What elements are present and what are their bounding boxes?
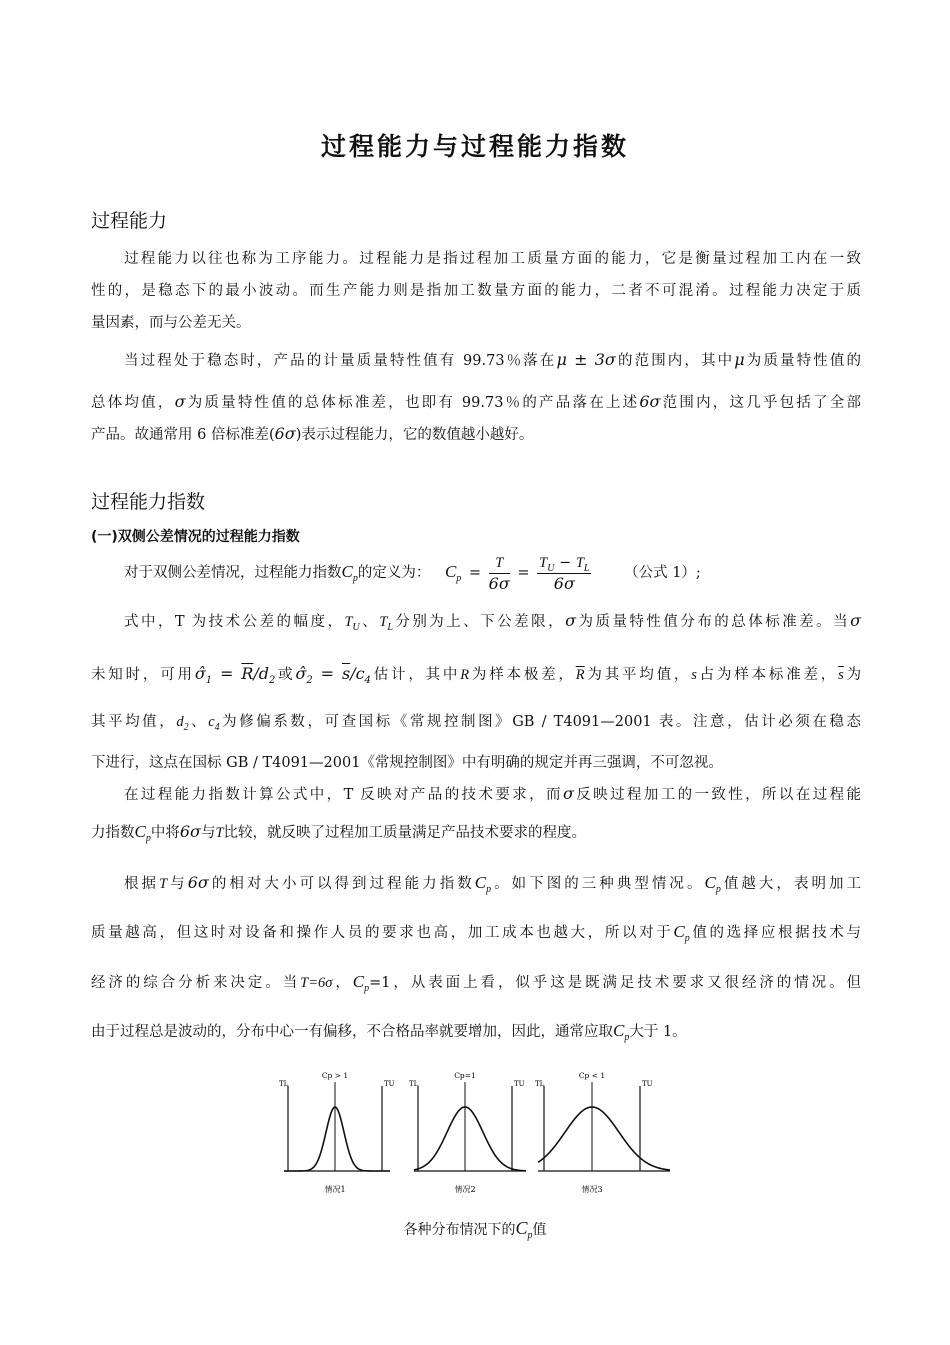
lower-limit-label: TL	[535, 1080, 545, 1088]
math-subscript: p	[624, 1032, 630, 1043]
text-run: 在过程能力指数计算公式中，T 反映对产品的技术要求，而	[124, 787, 563, 803]
text-run: 范围内，这几乎包括了全部	[660, 395, 862, 411]
text-run: 总体均值，	[91, 395, 175, 411]
text-run: 对于双侧公差情况，过程能力指数	[124, 565, 342, 581]
text-run: 为其平均值，	[584, 667, 692, 683]
text-run: 质量越高，但这时对设备和操作人员的要求也高，加工成本也越大，所以对于	[91, 925, 674, 941]
distribution-panel	[279, 1071, 395, 1194]
paragraph-line: 过程能力以往也称为工序能力。过程能力是指过程加工质量方面的能力，它是衡量过程加工内在一致	[124, 251, 861, 267]
cp-label: Cp < 1	[578, 1071, 606, 1080]
page-title: 过程能力与过程能力指数	[320, 132, 629, 161]
text-run: 与	[200, 825, 216, 841]
math-c4: $c_4$	[208, 714, 220, 733]
math-t: T	[379, 614, 388, 630]
math-subscript: U	[547, 562, 555, 574]
paragraph-line: 下进行，这点在国标 GB / T4091—2001《常规控制图》中有明确的规定并再三强调，不可忽视。	[91, 755, 723, 771]
math-t: T	[344, 614, 353, 630]
text-run: 经济的综合分析来决定。当	[91, 975, 301, 991]
case-label: 情况1	[324, 1185, 346, 1194]
sub-heading: (一)双侧公差情况的过程能力指数	[91, 529, 300, 545]
upper-limit-label: TU	[642, 1080, 653, 1088]
text-run: ，	[332, 975, 353, 991]
text-run: )表示过程能力，它的数值越小越好。	[295, 427, 534, 443]
text-run: 。如下图的三种典型情况。	[491, 876, 705, 892]
text-run: 反映过程加工的一致性，所以在过程能	[573, 787, 861, 803]
fraction-tu-tl-over-6sigma	[537, 553, 591, 594]
fraction-numerator: T	[489, 553, 510, 574]
math-6sigma: 6σ	[639, 392, 661, 411]
text-run: 或	[275, 667, 296, 683]
text-run: 当过程处于稳态时，产品的计量质量特性值有 99.73％落在	[124, 353, 557, 369]
math-sigma-hat-1: $\sigmâ_1 = \overline{R}/d_2$	[194, 664, 276, 686]
text-run: 为	[843, 667, 862, 683]
math-subscript: p	[145, 833, 151, 844]
text-run: 估计，其中	[370, 667, 461, 683]
text-run: 大于 1。	[629, 1024, 687, 1040]
text-run: 的范围内，其中	[615, 353, 735, 369]
math-subscript: p	[456, 573, 462, 584]
text-run: 比较，就反映了过程加工质量满足产品技术要求的程度。	[223, 825, 587, 841]
math-6sigma: 6σ	[179, 822, 201, 841]
text-run: 分别为上、下公差限，	[392, 614, 566, 630]
math-t-equals-6sigma: T=6σ	[300, 975, 333, 991]
math-cp: C	[341, 562, 353, 581]
lower-limit-label: TL	[409, 1080, 419, 1088]
math-sigma-hat-2: $\sigmâ_2 = \overline{s}/c_4$	[295, 664, 371, 686]
formula-note: （公式 1）;	[624, 565, 701, 581]
case-label: 情况2	[454, 1185, 476, 1194]
math-cp: C	[515, 1218, 528, 1238]
fraction-t-over-6sigma	[489, 553, 510, 594]
math-r: R	[460, 667, 470, 683]
math-subscript: L	[583, 562, 590, 574]
lower-limit-label: TL	[279, 1080, 289, 1088]
paragraph-line	[91, 424, 861, 445]
paragraph-line	[124, 784, 861, 805]
math-subscript: p	[364, 983, 370, 994]
text-run: 其平均值，	[91, 714, 177, 730]
math-cp: C	[444, 562, 457, 581]
text-run: 值越大，表明加工	[720, 876, 862, 892]
fraction-denominator: 6σ	[488, 573, 510, 593]
normal-curve	[414, 1107, 526, 1171]
math-sigma: σ	[562, 784, 574, 803]
fraction-numerator	[537, 553, 591, 574]
math-t: T	[215, 825, 224, 841]
math-subscript: U	[352, 622, 360, 633]
math-cp: C	[474, 873, 487, 892]
text-run: 式中，T 为技术公差的幅度，	[124, 614, 345, 630]
math-sigma: σ	[850, 611, 862, 630]
distribution-panel	[409, 1071, 526, 1194]
text-run: 的定义为：	[357, 565, 431, 581]
math-r-bar: $\overline{R}$	[575, 667, 585, 683]
fraction-denominator: 6σ	[553, 573, 575, 593]
cp-label: Cp=1	[454, 1071, 476, 1080]
math-t: T	[575, 554, 584, 571]
upper-limit-label: TU	[514, 1080, 525, 1088]
paragraph-line	[91, 822, 861, 843]
text-run: 为质量特性值的	[744, 353, 862, 369]
paragraph-line	[124, 611, 861, 632]
text-run: 为修偏系数，可查国标《常规控制图》GB / T4091—2001 表。注意，估计必须在稳态	[219, 714, 861, 730]
section-heading-capability-index: 过程能力指数	[91, 491, 206, 513]
text-run: 根据	[124, 876, 160, 892]
cp-distribution-figure	[278, 1068, 670, 1203]
paragraph-line	[91, 664, 861, 685]
math-s: s	[691, 667, 697, 683]
figure-caption	[0, 1218, 950, 1239]
section-heading-process-capability: 过程能力	[91, 210, 168, 232]
text-run: =1，从表面上看，似乎这是既满足技术要求又很经济的情况。但	[369, 975, 862, 991]
text-run: 为质量特性值的总体标准差，也即有 99.73％的产品落在上述	[185, 395, 640, 411]
paragraph-line	[91, 972, 861, 993]
math-cp: C	[134, 822, 146, 841]
math-sigma: σ	[174, 392, 186, 411]
math-d2: $d_2$	[176, 714, 189, 733]
text-run: 的相对大小可以得到过程能力指数	[208, 876, 475, 892]
math-subscript: p	[527, 1230, 533, 1241]
math-cp: C	[673, 922, 685, 941]
text-run: 力指数	[91, 825, 135, 841]
text-run: 、	[359, 614, 380, 630]
math-subscript: p	[486, 884, 492, 895]
normal-curve	[538, 1107, 670, 1170]
text-run: 为质量特性值分布的总体标准差。当	[576, 614, 851, 630]
math-subscript: p	[684, 933, 690, 944]
cp-label: Cp > 1	[321, 1071, 349, 1080]
text-run: 产品。故通常用 6 倍标准差(	[91, 427, 275, 443]
math-cp: C	[613, 1021, 625, 1040]
math-subscript: L	[387, 622, 393, 633]
paragraph-line	[91, 712, 861, 732]
math-mu-3sigma: μ ± 3σ	[556, 350, 616, 369]
text-run: 值	[532, 1222, 547, 1238]
text-run: 各种分布情况下的	[403, 1222, 516, 1238]
math-mu: μ	[734, 350, 745, 369]
distribution-panel	[535, 1071, 670, 1194]
upper-limit-label: TU	[384, 1080, 395, 1088]
math-cp: C	[352, 972, 365, 991]
text-run: 占为样本标准差，	[696, 667, 839, 683]
paragraph-line	[91, 1021, 861, 1042]
math-minus: −	[554, 554, 576, 571]
paragraph-line: 性的，是稳态下的最小波动。而生产能力则是指加工数量方面的能力，二者不可混淆。过程能力决定于质	[91, 283, 861, 299]
text-run: 值的选择应根据技术与	[689, 925, 862, 941]
math-cp: C	[704, 873, 716, 892]
text-run: 、	[188, 714, 209, 730]
math-6sigma: 6σ	[274, 424, 296, 443]
case-label: 情况3	[581, 1185, 603, 1194]
text-run: 中将	[150, 825, 180, 841]
paragraph-line	[124, 873, 861, 894]
math-t: T	[159, 876, 168, 892]
normal-curve	[284, 1107, 390, 1171]
text-run: 与	[167, 876, 188, 892]
text-run: 未知时，可用	[91, 667, 195, 683]
text-run: 为样本极差，	[469, 667, 576, 683]
text-run: 由于过程总是波动的，分布中心一有偏移，不合格品率就要增加，因此，通常应取	[91, 1024, 613, 1040]
paragraph-line	[124, 350, 861, 371]
paragraph-line	[91, 392, 861, 413]
math-6sigma: 6σ	[187, 873, 209, 892]
paragraph-line: 量因素，而与公差无关。	[91, 315, 251, 331]
math-s-bar: $\overline{s}$	[838, 667, 844, 683]
math-sigma: σ	[565, 611, 577, 630]
math-subscript: p	[715, 884, 721, 895]
paragraph-line	[91, 922, 861, 943]
math-t: T	[539, 554, 548, 571]
math-subscript: p	[352, 573, 358, 584]
definition-line: 对于双侧公差情况，过程能力指数$C_p$的定义为： $C_p$ = $\frac{T}{6\sigma}$ = $\frac{T_U - T_L}{6\sigma}$ （公式 1）;	[124, 554, 701, 593]
